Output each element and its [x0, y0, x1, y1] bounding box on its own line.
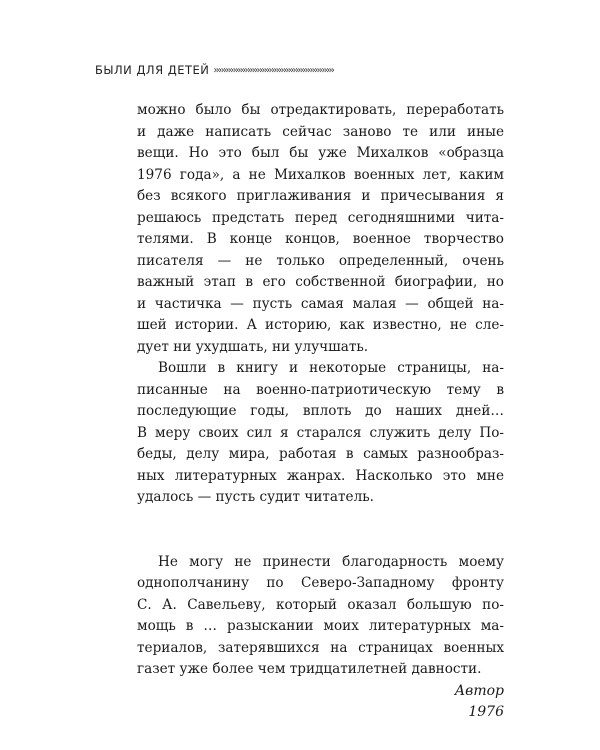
text-line: удалось — пусть судит читатель. — [137, 489, 374, 505]
text-line: однополчанину по Северо-Западному фронту — [137, 575, 504, 591]
text-line: решаюсь предстать перед сегодняшними чита- — [137, 209, 504, 226]
section-gap — [137, 509, 504, 552]
signature-year: 1976 — [468, 704, 504, 720]
text-line: можно было бы отредактировать, переработать — [137, 102, 504, 118]
text-line: телями. В конце концов, военное творчество — [137, 231, 504, 247]
text-line: последующие годы, вплоть до наших дней… — [137, 403, 504, 419]
text-line: Вошли в книгу и некоторые страницы, на- — [158, 360, 504, 376]
text-line: и даже написать сейчас заново те или иные — [137, 123, 504, 140]
text-line: В меру своих сил я старался служить делу По- — [137, 424, 504, 441]
running-head-title: БЫЛИ ДЛЯ ДЕТЕЙ — [95, 63, 210, 77]
text-line: 1976 года», а не Михалков военных лет, каким — [137, 166, 504, 183]
text-line: ных литературных жанрах. Насколько это мне — [137, 467, 504, 484]
text-line: териалов, затерявшихся на страницах военных — [137, 639, 504, 656]
signature-author: Автор — [454, 682, 504, 699]
text-line: без всякого приглаживания и причесывания я — [137, 188, 504, 204]
signature — [137, 681, 504, 724]
text-line: и частичка — пусть самая малая — общей на- — [137, 295, 504, 312]
text-line: С. А. Савельеву, который оказал большую по- — [137, 596, 504, 613]
running-head — [95, 63, 505, 77]
text-line: вещи. Но это был бы уже Михалков «образца — [137, 145, 504, 161]
text-line: шей истории. А историю, как известно, не сле- — [137, 317, 504, 333]
text-line: беды, делу мира, работая в самых разнообраз- — [137, 446, 504, 462]
text-line: дует ни ухудшать, ни улучшать. — [137, 338, 369, 355]
text-line: писателя — не только определенный, очень — [137, 252, 504, 269]
text-line: писанные на военно-патриотическую тему в — [137, 381, 504, 398]
text-line: газет уже более чем тридцатилетней давности. — [137, 661, 482, 677]
chevron-ornament: ›››››››››››››››››››››››››››››››››››››››››››››››››› — [213, 64, 334, 76]
body-text — [137, 100, 504, 724]
text-line: Не могу не принести благодарность моему — [158, 553, 504, 570]
text-line: важный этап в его собственной биографии, но — [137, 274, 504, 290]
text-line: мощь в … разыскании моих литературных ма- — [137, 618, 504, 634]
